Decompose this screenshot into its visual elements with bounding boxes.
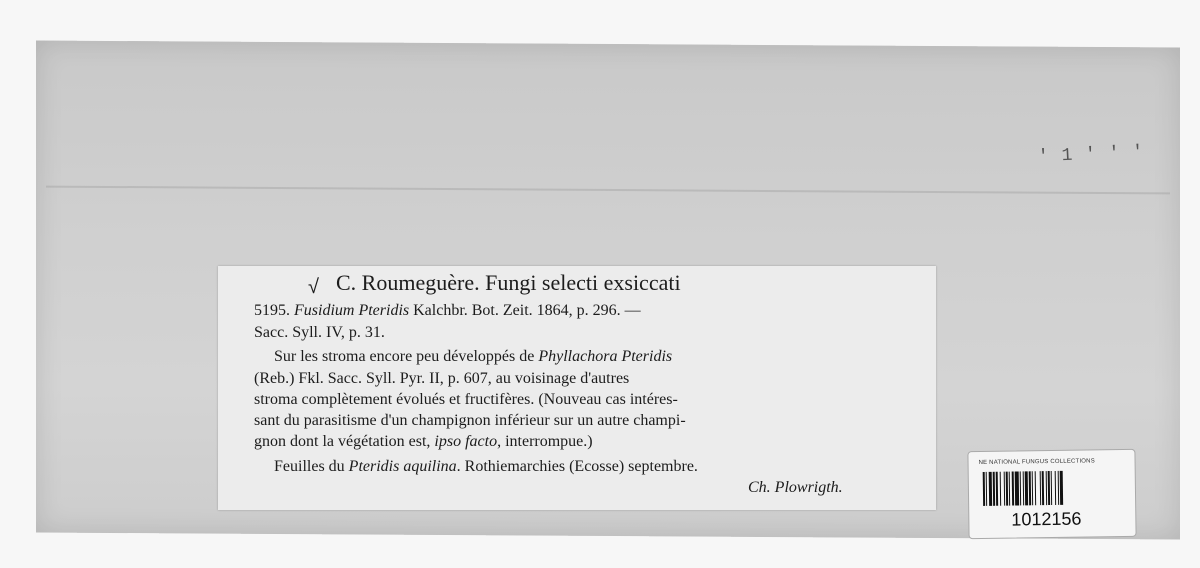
barcode-label — [967, 449, 1136, 539]
barcode-institution: NE NATIONAL FUNGUS COLLECTIONS — [978, 458, 1095, 467]
label-line-8: Feuilles du Pteridis aquilina. Rothiemarchies (Ecosse) septembre. — [274, 458, 698, 475]
collector-name: Ch. Plowrigth. — [748, 479, 843, 496]
label-line-3: Sur les stroma encore peu développés de Phyllachora Pteridis — [274, 348, 673, 365]
check-mark-icon: √ — [308, 276, 319, 298]
packet-crease — [46, 186, 1170, 195]
label-line-6: sant du parasitisme d'un champignon inférieur sur un autre champi- — [254, 412, 686, 429]
pencil-note: ' 1 ' ' ' — [1037, 142, 1145, 168]
specimen-label — [218, 266, 936, 510]
label-line-1: 5195. Fusidium Pteridis Kalchbr. Bot. Zeit. 1864, p. 296. — — [254, 302, 641, 319]
label-line-2: Sacc. Syll. IV, p. 31. — [254, 324, 385, 341]
label-line-7: gnon dont la végétation est, ipso facto, interrompue.) — [254, 433, 593, 450]
label-header: C. Roumeguère. Fungi selecti exsiccati — [336, 270, 681, 295]
label-line-4: (Reb.) Fkl. Sacc. Syll. Pyr. II, p. 607, au voisinage d'autres — [254, 370, 630, 387]
barcode-number: 1012156 — [1011, 508, 1082, 530]
barcode-stripe — [1062, 471, 1064, 505]
barcode-bars — [983, 470, 1123, 506]
label-line-5: stroma complètement évolués et fructifères. (Nouveau cas intéres- — [254, 391, 678, 408]
